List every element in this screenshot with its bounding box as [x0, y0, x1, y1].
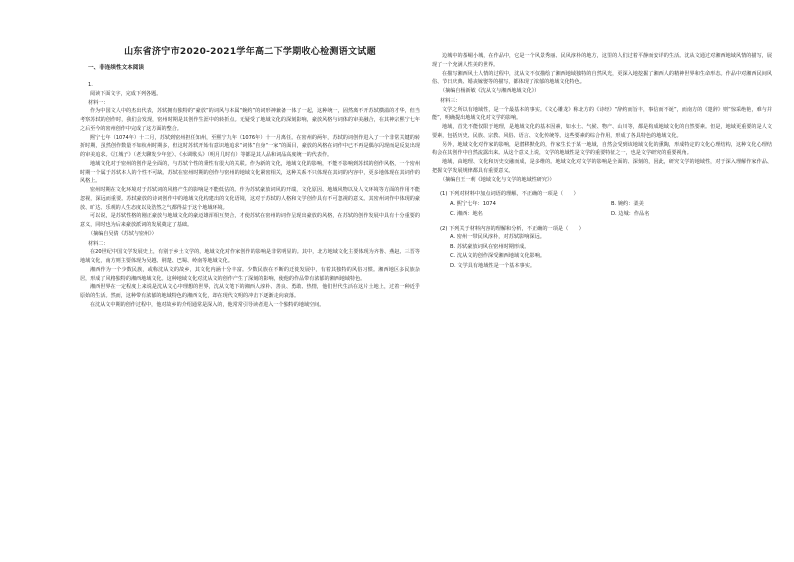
option-item: B. 苏轼豪放词风在密州时期形成。: [450, 243, 530, 250]
paragraph: 边城中的茶峒小城，在作品中，它是一个风景秀丽、民风淳朴的地方，这里的人们过着平静而安详的生活。沈从文通过对湘西地域风情的描写，展现了一个充满人性美的世界。: [432, 53, 772, 68]
paragraph: 湘西世界在一定程度上来说是沈从文心中理想的世界，沈从文笔下的湘西人淳朴、善良、勇敢、热情，他们世代生活在这片土地上，过着一种近乎原始的生活。然而，这种带有浓郁的地域特色的湘西文化，却在现代文明的冲击下逐渐走向衰落。: [80, 284, 420, 299]
paragraph: 在20世纪中国文学发展史上，有别于乡土文学的，地域文化对作家创作的影响是非常明显的。其中，北方地域文化主要体现为齐鲁、燕赵、三晋等地域文化，南方则主要体现为吴越、荆楚、巴蜀、岭南等地域文化。: [80, 249, 420, 264]
question: (2) 下列关于材料内容的理解和分析，不正确的一项是（ ）: [440, 225, 584, 232]
paragraph: 阅读下面文字，完成下列各题。: [90, 90, 162, 97]
paragraph: 密州时期在文化环境对于苏轼词的风格产生的影响是不能低估的。作为苏轼豪放词风的开端，文化原因、地域风物以及人文环境等方面的作用不能忽视，深远而重要。苏轼豪放的诗词创作中的地域文化构建出的文化语境，这对于苏轼的人格和文学创作具有不可忽视的意义。其密州词作中体现的豪放、旷达、乐观的人生态度以及浩然之气都得益于这个地域环境。: [80, 187, 420, 211]
source-note: （摘编自吴倩《苏轼与密州》）: [88, 230, 157, 237]
source-note: （摘编自王一莉《地域文化与文学的地域性研究》）: [440, 176, 555, 183]
paragraph: 另外，地域文化对作家的影响，是潜移默化的，作家生长于某一地域，自然会受到该地域文化的熏陶，形成特定的文化心理结构，这种文化心理结构会在其创作中自然流露出来。从这个意义上说，文学的地域性是文学的重要特征之一，也是文学研究的重要视角。: [432, 141, 772, 157]
source-note: （摘编自杨新敏《沈从文与湘西地域文化》）: [440, 88, 540, 94]
paragraph: 在描写湘西风土人情的过程中，沈从文不仅描绘了湘西地域独特的自然风光，更深入地挖掘了湘西人的精神世界和生命形态。作品中对湘西民间风俗、节日庆典、婚丧嫁娶等的描写，都体现了浓郁的地域文化特色。: [432, 70, 772, 86]
section-heading: 一、非连续性文本阅读: [88, 65, 144, 71]
material-label: 1.: [88, 82, 93, 88]
paragraph: 地域文化对于密州的创作是全面的，与苏轼个性的秉性有很大的关联。作为新的文化，地域文化的影响，不能不影响到苏轼的创作风格，一个密州时期一个属于苏轼本人的个性不可缺。苏轼在密州时期的创作与密州的地域文化紧密相关，这种关系不只体现在其词的内容中，更多地体现在其词作的风格上。: [80, 160, 420, 185]
option-item: A. 密州一带民风淳朴，对苏轼影响深远。: [450, 234, 545, 241]
option-item: D. 文学具有地域性是一个基本事实。: [450, 262, 536, 269]
paragraph: 地域，首先不能仅限于地理，是地域文化的基本因素，如水土、气候、物产、山川等，都是构成地域文化的自然要素。但是，地域更重要的是人文要素，包括历史、民族、宗教、风俗、语言、文化传统等。这些要素的综合作用，形成了各具特色的地域文化。: [432, 124, 772, 139]
paragraph: 湘西作为一个少数民族，或称沈从文的故乡，其文化内涵十分丰富。少数民族在不断的迁徙发展中，有着其独特的风俗习惯。湘西地区多民族杂居，形成了风格独特的湘西地域文化。这种地域文化对沈从文的创作产生了深刻的影响，使他的作品带有浓郁的湘西地域特色。: [80, 266, 420, 282]
paragraph: 作为中国文人中的杰出代表，苏轼拥有独特的“豪放”的词风与本属“婉约”的词形神兼备一体了一起，这种统一，固然离不开苏轼横溢的才华，但当考察苏轼的创作时，我们会发现，密州时期是其创作生涯中的转折点。无疑受了地域文化的深刻影响，豪放风格与词体的审美融合，在其神宗熙宁七年之后至今的密州创作中完成了这方面的整合。: [80, 108, 420, 132]
material-label: 材料一：: [88, 99, 109, 106]
paragraph: 地域，由地理、文化和历史交融而成，是多维的。地域文化对文学的影响是全面的、深刻的，因此，研究文学的地域性，对于深入理解作家作品、把握文学发展规律都具有重要意义。: [432, 159, 772, 174]
page-title: 山东省济宁市2020-2021学年高二下学期收心检测语文试题: [124, 47, 376, 57]
paragraph: 文学之所以有地域性，是一个最基本的事实。《文心雕龙》称北方的《诗经》“辞约而旨丰，事信而不诞”，而南方的《楚辞》则“惊采绝艳，难与并能”，明确提出地域文化对文学的影响。: [432, 106, 772, 122]
option-item: C. 沈从文的创作深受湘西地域文化影响。: [450, 253, 546, 260]
option-grid: [450, 199, 772, 219]
material-label: 材料三：: [440, 97, 461, 104]
option-item: B. 婉约：柔美: [611, 200, 644, 207]
question: (1) 下列对材料中加点词语的理解，不正确的一项是（ ）: [440, 191, 579, 198]
paragraph: 熙宁七年（1074年）十二月，苏轼到密州担任知州，至熙宁九年（1076年）十一月离任。在密州的两年，苏轼的词创作进入了一个非常关键的转折时期，虽然创作数量不如杭州时期多，但这时苏轼开始有意识地追求“词体”自身“一家”的面目，豪放的风格在词作中已不再是偶尔闪现而是反复出现的审美追求。《江城子》（老夫聊发少年狂）、《水调歌头》（明月几时有）等都是其人品和词品高度统一的代表作。: [80, 134, 420, 158]
left-body: [80, 81, 420, 310]
left-column: [80, 0, 420, 562]
right-body: [432, 52, 772, 271]
paragraph: 在沈从文中期的创作过程中，他对故乡的介绍通常是深入的，他常常引导读者进入一个独特的地域空间。: [90, 301, 325, 308]
paragraph: 可以说，是苏轼性格的刚正豪放与地域文化的豪迈雄浑相互契合，才使苏轼在密州的词作呈现出豪放的风格，在苏轼的创作发展中具有十分重要的意义，同时也为后来豪放派词的发展奠定了基础。: [80, 213, 420, 228]
option-item: C. 湘西：地名: [450, 210, 483, 217]
material-label: 材料二：: [88, 240, 109, 247]
option-item: D. 边城：作品名: [611, 210, 650, 217]
option-item: A. 熙宁七年：1074: [450, 200, 496, 207]
right-column: [432, 0, 772, 562]
